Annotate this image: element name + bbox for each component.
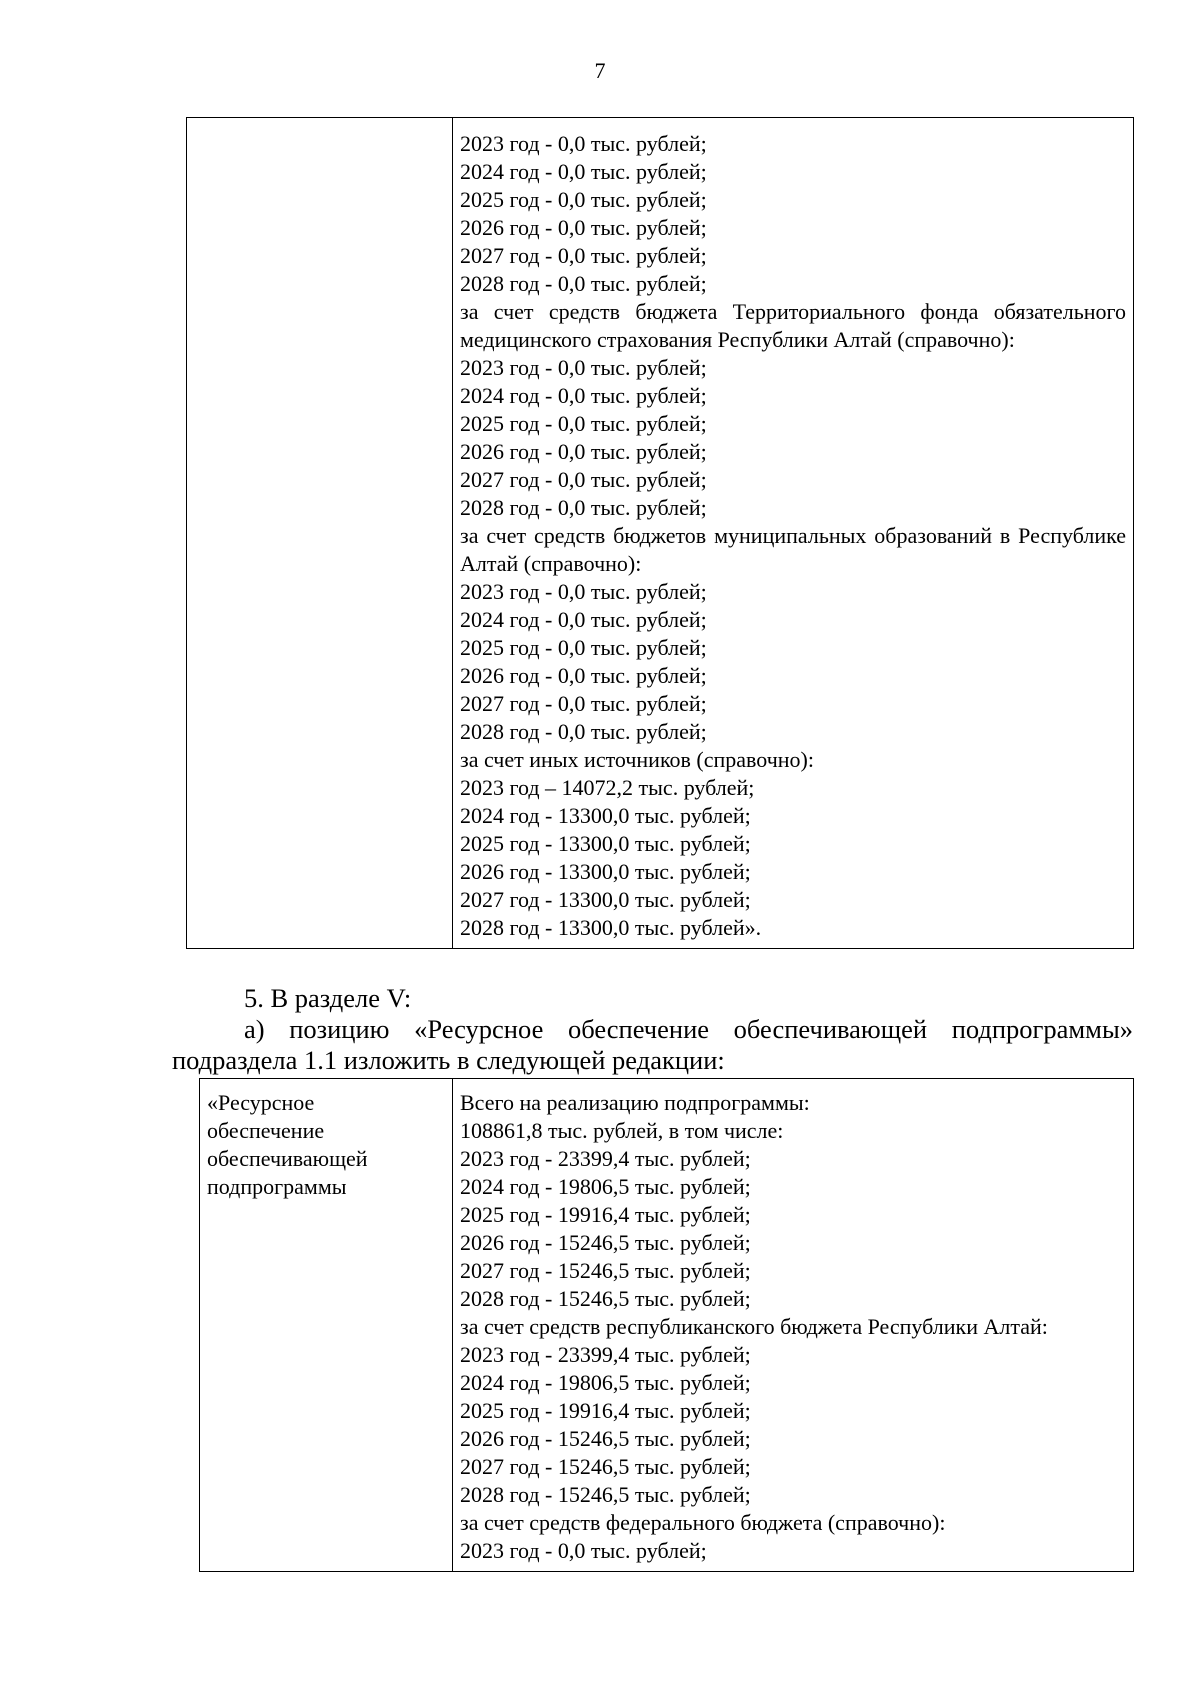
text-line: 2026 год - 0,0 тыс. рублей; — [460, 215, 707, 240]
text-line: 2024 год - 0,0 тыс. рублей; — [460, 383, 707, 408]
text-line: 2023 год - 0,0 тыс. рублей; — [460, 1538, 707, 1563]
text-line: Всего на реализацию подпрограммы: — [460, 1090, 810, 1115]
text-line: 2024 год - 0,0 тыс. рублей; — [460, 159, 707, 184]
text-line: обеспечение — [207, 1118, 325, 1143]
text-line: 2027 год - 0,0 тыс. рублей; — [460, 243, 707, 268]
text-line: 2025 год - 0,0 тыс. рублей; — [460, 187, 707, 212]
text-line: 2028 год - 15246,5 тыс. рублей; — [460, 1482, 751, 1507]
page-number: 7 — [594, 58, 606, 83]
text-line: 2027 год - 0,0 тыс. рублей; — [460, 467, 707, 492]
text-line: 2025 год - 19916,4 тыс. рублей; — [460, 1202, 751, 1227]
text-line: 2025 год - 0,0 тыс. рублей; — [460, 635, 707, 660]
section-heading: 5. В разделе V: — [244, 983, 412, 1013]
text-line: обеспечивающей — [207, 1146, 368, 1171]
text-line: 2027 год - 15246,5 тыс. рублей; — [460, 1258, 751, 1283]
text-line: 2025 год - 19916,4 тыс. рублей; — [460, 1398, 751, 1423]
text-line: 2023 год - 0,0 тыс. рублей; — [460, 131, 707, 156]
table1-left-cell — [187, 118, 453, 949]
text-line: за счет средств федерального бюджета (справочно): — [460, 1510, 946, 1535]
table1-lines — [453, 118, 1133, 948]
text-line: 2028 год - 13300,0 тыс. рублей». — [460, 915, 762, 940]
text-line: 2023 год - 0,0 тыс. рублей; — [460, 579, 707, 604]
text-line: 2026 год - 0,0 тыс. рублей; — [460, 439, 707, 464]
text-line: подпрограммы — [207, 1174, 347, 1199]
table2-left-lines — [200, 1079, 452, 1207]
text-line: за счет средств республиканского бюджета Республики Алтай: — [460, 1314, 1048, 1339]
text-line: за счет иных источников (справочно): — [460, 747, 814, 772]
text-line: 2028 год - 0,0 тыс. рублей; — [460, 495, 707, 520]
text-line: 2025 год - 0,0 тыс. рублей; — [460, 411, 707, 436]
text-line: 2024 год - 19806,5 тыс. рублей; — [460, 1174, 751, 1199]
resource-support-table — [199, 1078, 1134, 1572]
table2-right-cell — [453, 1079, 1134, 1572]
text-line: 2028 год - 0,0 тыс. рублей; — [460, 271, 707, 296]
text-line: 2026 год - 0,0 тыс. рублей; — [460, 663, 707, 688]
text-line: 2024 год - 19806,5 тыс. рублей; — [460, 1370, 751, 1395]
paragraph-a: а) позицию «Ресурсное обеспечение обеспечивающей подпрограммы» подраздела 1.1 изложить в следующей редакции: — [172, 1014, 1133, 1075]
text-line: 2025 год - 13300,0 тыс. рублей; — [460, 831, 751, 856]
text-line: 2028 год - 0,0 тыс. рублей; — [460, 719, 707, 744]
text-line: 2027 год - 0,0 тыс. рублей; — [460, 691, 707, 716]
text-line: 2023 год - 23399,4 тыс. рублей; — [460, 1342, 751, 1367]
table1-right-cell — [453, 118, 1134, 949]
text-line: 2023 год - 23399,4 тыс. рублей; — [460, 1146, 751, 1171]
text-line: 2026 год - 15246,5 тыс. рублей; — [460, 1230, 751, 1255]
text-line: за счет средств бюджета Территориального фонда обязательного медицинского страхования Республики Алтай (справочно): — [460, 299, 1126, 352]
text-line: 2026 год - 13300,0 тыс. рублей; — [460, 859, 751, 884]
text-line: 2024 год - 13300,0 тыс. рублей; — [460, 803, 751, 828]
text-line: 2024 год - 0,0 тыс. рублей; — [460, 607, 707, 632]
funding-table-continued — [186, 117, 1134, 949]
text-line: 2023 год – 14072,2 тыс. рублей; — [460, 775, 755, 800]
text-line: 2028 год - 15246,5 тыс. рублей; — [460, 1286, 751, 1311]
text-line: 2027 год - 15246,5 тыс. рублей; — [460, 1454, 751, 1479]
text-line: 2027 год - 13300,0 тыс. рублей; — [460, 887, 751, 912]
text-line: 2026 год - 15246,5 тыс. рублей; — [460, 1426, 751, 1451]
text-line: «Ресурсное — [207, 1090, 315, 1115]
text-line: 108861,8 тыс. рублей, в том числе: — [460, 1118, 784, 1143]
text-line: 2023 год - 0,0 тыс. рублей; — [460, 355, 707, 380]
table2-left-cell — [200, 1079, 453, 1572]
table2-lines — [453, 1079, 1133, 1571]
text-line: за счет средств бюджетов муниципальных образований в Республике Алтай (справочно): — [460, 523, 1126, 576]
